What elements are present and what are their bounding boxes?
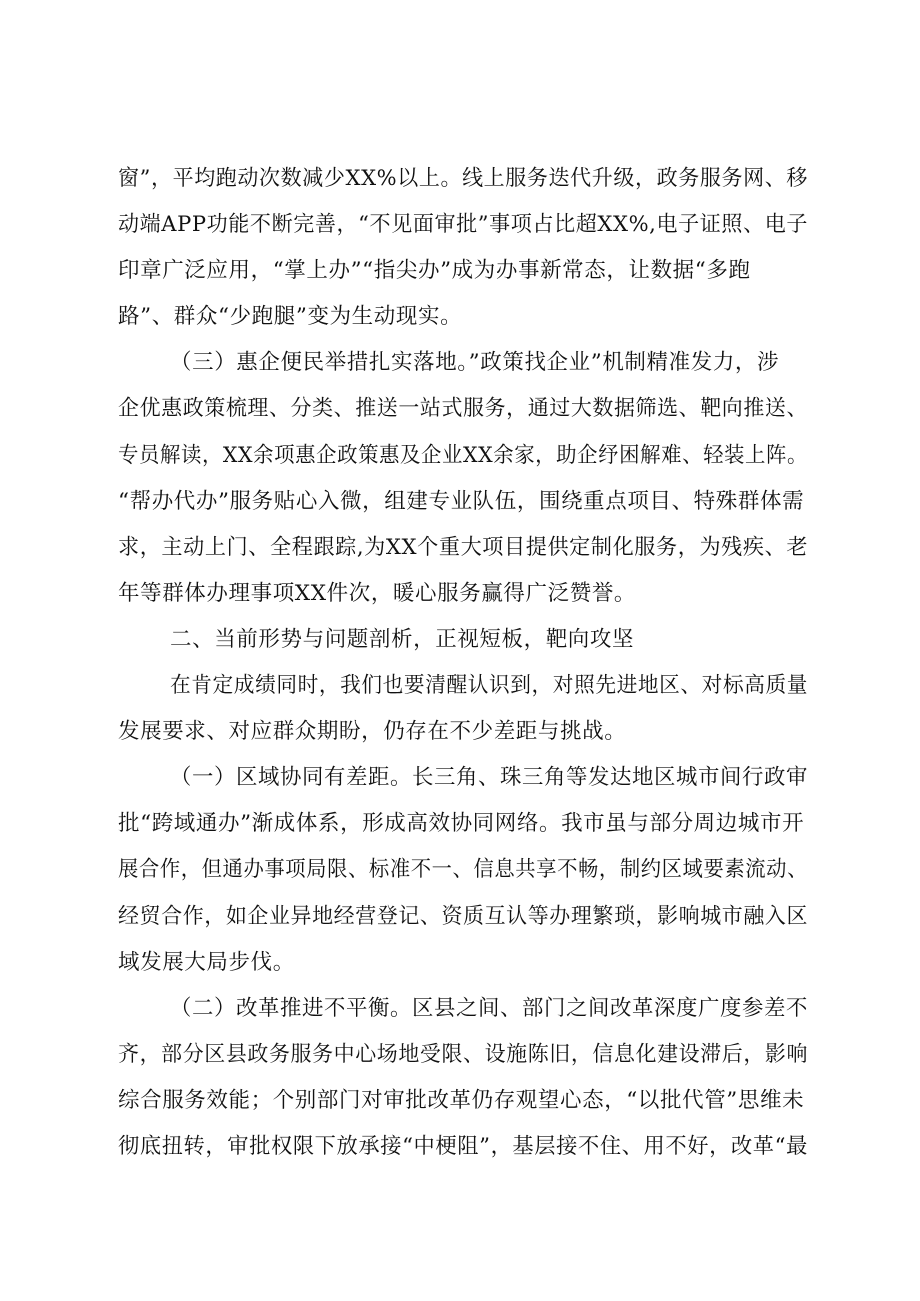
text-line: 印章广泛应用，“掌上办”“指尖办”成为办事新常态，让数据“多跑 (118, 258, 751, 284)
document-body (118, 156, 808, 1170)
text-line: 路”、群众“少跑腿”变为生动现实。 (118, 304, 463, 330)
text-line: 窗”，平均跑动次数减少XX%以上。线上服务迭代升级，政务服务网、移 (118, 166, 808, 191)
paragraph-first-line: 在肯定成绩同时，我们也要清醒认识到，对照先进地区、对标高质量 (170, 673, 809, 699)
text-line: “帮办代办”服务贴心入微，组建专业队伍，围绕重点项目、特殊群体需 (118, 488, 805, 514)
text-line: 经贸合作，如企业异地经营登记、资质互认等办理繁琐，影响城市融入区 (118, 903, 809, 929)
text-line: 展合作，但通办事项局限、标准不一、信息共享不畅，制约区域要素流动、 (118, 857, 809, 883)
text-line: 彻底扭转，审批权限下放承接“中梗阻”，基层接不住、用不好，改革“最 (118, 1133, 808, 1159)
text-line: 求，主动上门、全程跟踪,为XX个重大项目提供定制化服务，为残疾、老 (118, 534, 809, 560)
text-line: 年等群体办理事项XX件次，暖心服务赢得广泛赞誉。 (118, 580, 637, 606)
text-line: 齐，部分区县政务服务中心场地受限、设施陈旧，信息化建设滞后，影响 (118, 1041, 809, 1067)
text-line: 域发展大局步伐。 (118, 949, 295, 975)
text-line: 企优惠政策梳理、分类、推送一站式服务，通过大数据筛选、靶向推送、 (118, 396, 809, 422)
text-line: 动端APP功能不断完善，“不见面审批”事项占比超XX%,电子证照、电子 (118, 212, 809, 238)
text-line: 批“跨域通办”渐成体系，形成高效协同网络。我市虽与部分周边城市开 (118, 811, 805, 837)
text-line: 综合服务效能；个别部门对审批改革仍存观望心态，“以批代管”思维未 (118, 1087, 805, 1113)
text-line: 专员解读，XX余项惠企政策惠及企业XX余家，助企纾困解难、轻装上阵。 (118, 442, 809, 468)
section-heading: 二、当前形势与问题剖析，正视短板，靶向攻坚 (170, 626, 635, 652)
text-line: 发展要求、对应群众期盼，仍存在不少差距与挑战。 (118, 719, 627, 745)
paragraph-heading-line: （一）区域协同有差距。长三角、珠三角等发达地区城市间行政审 (170, 765, 809, 791)
paragraph-heading-line: （二）改革推进不平衡。区县之间、部门之间改革深度广度参差不 (170, 995, 809, 1021)
paragraph-heading-line: （三）惠企便民举措扎实落地。”政策找企业”机制精准发力，涉 (170, 350, 780, 376)
